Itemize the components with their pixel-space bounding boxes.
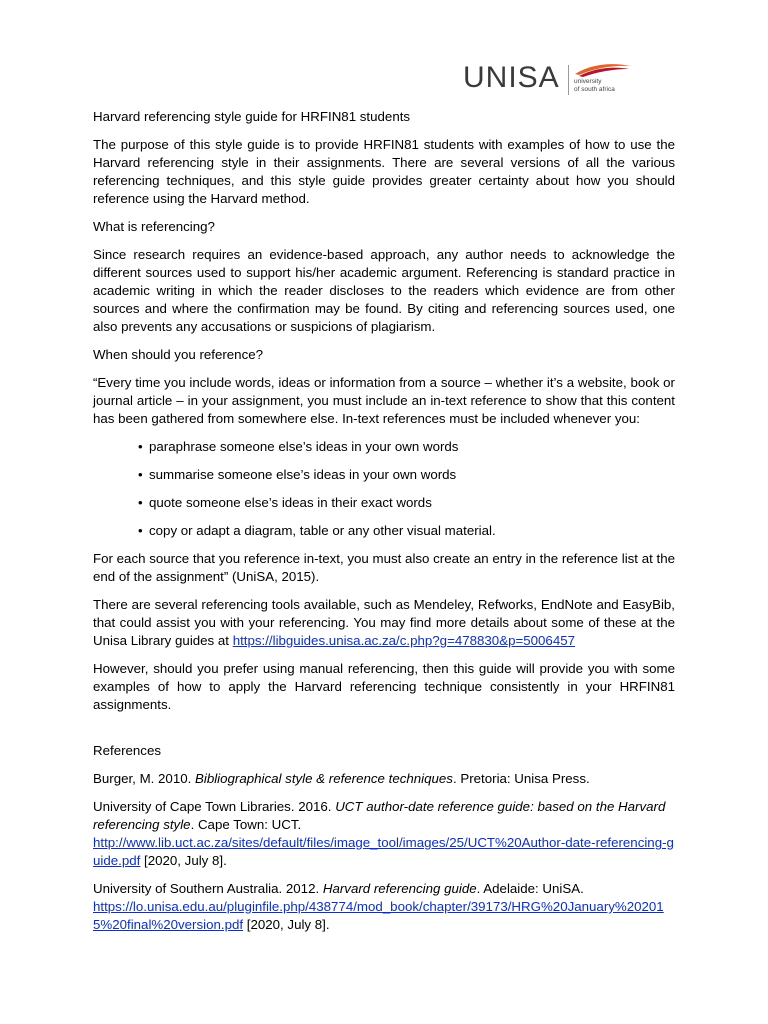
document-title: Harvard referencing style guide for HRFIN81 students: [93, 109, 411, 124]
bullet-list: [93, 438, 675, 540]
document-body: [93, 108, 675, 944]
tools-text: There are several referencing tools available, such as Mendeley, Refworks, EndNote and EasyBib, that could assist you with your referencing. You may find more details about some of these at the Unisa Library guides at: [93, 597, 675, 648]
logo-separator: [568, 65, 569, 95]
logo-subtitle-line2: of south africa: [574, 85, 615, 93]
libguides-link[interactable]: https://libguides.unisa.ac.za/c.php?g=478830&p=5006457: [232, 633, 576, 648]
ref3-publisher: . Adelaide: UniSA.: [476, 881, 584, 896]
list-item: • quote someone else’s ideas in their exact words: [138, 494, 675, 512]
ref2-title: UCT author-date reference guide: based on the Harvard referencing style: [93, 799, 666, 832]
reference-entry-1: [93, 770, 675, 788]
heading-what-is-referencing: What is referencing?: [93, 219, 215, 234]
logo-subtitle: [574, 78, 615, 93]
logo-subtitle-line1: university: [574, 78, 602, 85]
list-item: • copy or adapt a diagram, table or any other visual material.: [138, 522, 675, 540]
logo-swoosh-icon: [573, 62, 633, 78]
references-heading: References: [93, 743, 161, 758]
referencing-paragraph: Since research requires an evidence-based approach, any author needs to acknowledge the different sources used to support his/her academic argument. Referencing is standard practice in academic writing in which the reader discloses to the readers which evidence are from other sources and where the confirmation may be found. By citing and referencing sources used, one also prevents any accusations or suspicions of plagiarism.: [93, 247, 675, 334]
ref2-author: University of Cape Town Libraries. 2016.: [93, 799, 336, 814]
ref3-date: [2020, July 8].: [243, 917, 330, 932]
ref3-title: Harvard referencing guide: [322, 881, 477, 896]
manual-paragraph: However, should you prefer using manual referencing, then this guide will provide you with some examples of how to apply the Harvard referencing technique consistently in your HRFIN81 assignments.: [93, 661, 675, 712]
ref1-title: Bibliographical style & reference techniques: [195, 771, 453, 786]
source-paragraph: For each source that you reference in-text, you must also create an entry in the reference list at the end of the assignment” (UniSA, 2015).: [93, 551, 675, 584]
reference-entry-3: [93, 880, 675, 934]
reference-entry-2: [93, 798, 675, 870]
ref1-author: Burger, M. 2010.: [93, 771, 195, 786]
ref3-author: University of Southern Australia. 2012.: [93, 881, 323, 896]
ref2-publisher: . Cape Town: UCT.: [190, 817, 302, 832]
ref1-publisher: . Pretoria: Unisa Press.: [452, 771, 590, 786]
heading-when-to-reference: When should you reference?: [93, 347, 264, 362]
logo-wordmark: UNISA: [463, 61, 560, 94]
ref2-link[interactable]: http://www.lib.uct.ac.za/sites/default/files/image_tool/images/25/UCT%20Author-date-referencing-guide.pdf: [93, 835, 674, 868]
list-item: • paraphrase someone else’s ideas in your own words: [138, 438, 675, 456]
tools-paragraph: [93, 596, 675, 650]
when-paragraph: “Every time you include words, ideas or information from a source – whether it’s a website, book or journal article – in your assignment, you must include an in-text reference to show that this content has been gathered from somewhere else. In-text references must be included whenever you:: [93, 375, 675, 426]
ref3-link[interactable]: https://lo.unisa.edu.au/pluginfile.php/438774/mod_book/chapter/39173/HRG%20January%202015%20final%20version.pdf: [93, 899, 664, 932]
list-item: • summarise someone else’s ideas in your own words: [138, 466, 675, 484]
intro-paragraph: The purpose of this style guide is to provide HRFIN81 students with examples of how to use the Harvard referencing style in their assignments. There are several versions of all the various referencing techniques, and this style guide provides greater certainty about how you should reference using the Harvard method.: [93, 137, 675, 206]
unisa-logo: [446, 48, 646, 112]
ref2-date: [2020, July 8].: [140, 853, 227, 868]
